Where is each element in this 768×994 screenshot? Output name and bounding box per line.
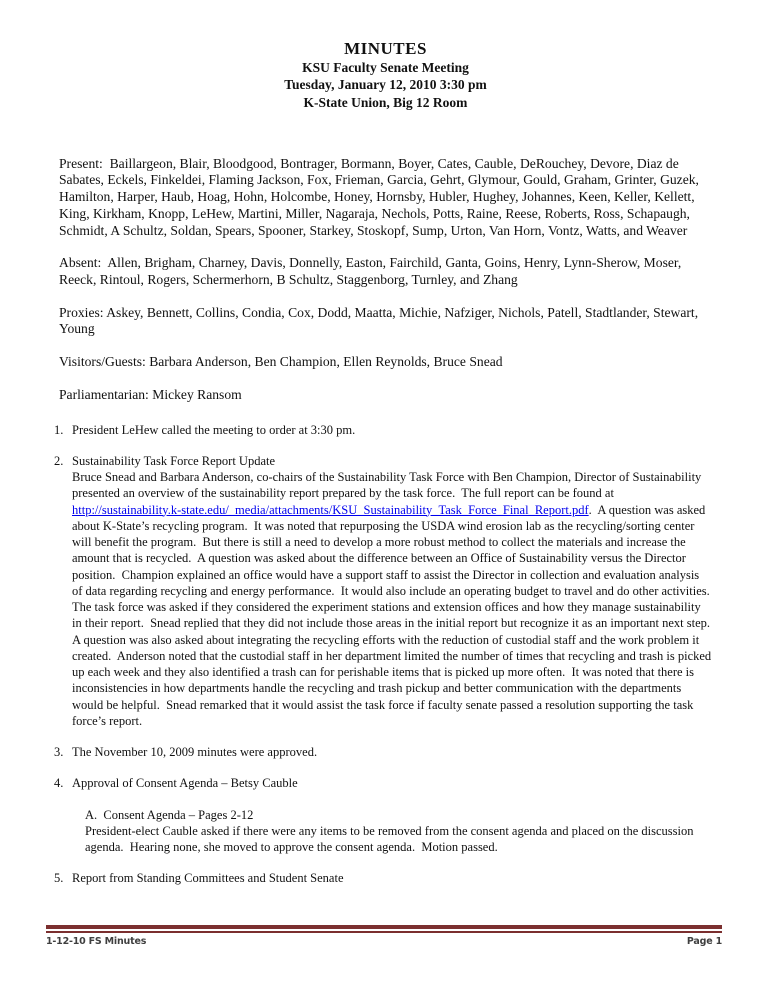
agenda-item-text: Report from Standing Committees and Student Senate [72,871,344,886]
agenda-item-body [72,469,716,729]
agenda-item-text: Approval of Consent Agenda – Betsy Cauble [72,776,298,791]
agenda-item-number: 5. [54,871,64,886]
agenda-item-number: 3. [54,745,64,760]
footer-doc-label: 1-12-10 FS Minutes [46,936,147,947]
body-text-before-link: Bruce Snead and Barbara Anderson, co-chairs of the Sustainability Task Force with Ben Champion, Director of Sustainability presented an overview of the sustainability report prepared by the task force. The full report can be found at [72,470,705,501]
agenda-list [54,422,716,887]
body-text-after-link: . A question was asked about K-State’s recycling program. It was noted that repurposing the USDA wind erosion lab as the recycling/sorting center will benefit the program. But there is still a need to develop a more robust method to collect the materials and increase the amount that is recycled. A question was asked about the difference between an Office of Sustainability versus the Director position. Champion explained an office would have a support staff to assist the Director in collection and evaluation analysis of data regarding recycling and energy performance. It would also include an operating budget to travel and do other activities. The task force was asked if they considered the experiment stations and extension offices and how they manage sustainability in their report. Snead replied that they did not include those areas in the initial report but recognize it as an important next step. A question was also asked about integrating the recycling efforts with the reduction of custodial staff and the work problem it created. Anderson noted that the custodial staff in her department limited the number of times that recycling and trash is picked up each week and they also identified a trash can for perishable items that is picked up more often. It was noted that there is inconsistencies in how departments handle the recycling and trash pickup and better communication with the departments would be helpful. Snead remarked that it would assist the task force if faculty senate passed a resolution supporting the task force’s report. [72,502,716,728]
agenda-item-text: President LeHew called the meeting to order at 3:30 pm. [72,422,356,437]
present-paragraph: Present: Baillargeon, Blair, Bloodgood, Bontrager, Bormann, Boyer, Cates, Cauble, DeRouchey, Devore, Diaz de Sabates, Eckels, Finkeldei, Flaming Jackson, Fox, Frieman, Garcia, Gehrt, Glymour, Gould, Graham, Grinter, Guzek, Hamilton, Harper, Haub, Hoag, Hohn, Holcombe, Honey, Hornsby, Hubler, Hughey, Johannes, Keen, Keller, Kellett, King, Kirkham, Knopp, LeHew, Martini, Miller, Nagaraja, Nechols, Potts, Raine, Reese, Roberts, Ross, Schapaugh, Schmidt, A Schultz, Soldan, Spears, Spooner, Starkey, Stoskopf, Sump, Urton, Van Horn, Vontz, Watts, and Weaver [59,155,703,238]
document-header [59,38,712,111]
agenda-item-1 [54,422,712,438]
page-title: MINUTES [344,39,427,58]
subitem-body: President-elect Cauble asked if there were any items to be removed from the consent agenda and placed on the discussion agenda. Hearing none, she moved to approve the consent agenda. Motion passed. [85,823,697,855]
consent-agenda-subitem [85,807,712,856]
agenda-item-number: 4. [54,776,64,791]
footer-page-number: Page 1 [686,936,722,947]
agenda-item-number: 2. [54,453,64,468]
agenda-item-5 [54,870,712,886]
subitem-heading: A. Consent Agenda – Pages 2-12 [85,807,254,822]
agenda-item-3 [54,744,712,760]
agenda-item-2 [54,453,716,729]
meeting-datetime: Tuesday, January 12, 2010 3:30 pm [284,77,487,93]
meeting-name: KSU Faculty Senate Meeting [302,60,469,76]
agenda-item-number: 1. [54,422,64,437]
visitors-paragraph: Visitors/Guests: Barbara Anderson, Ben Champion, Ellen Reynolds, Bruce Snead [59,354,503,370]
agenda-item-4 [54,775,712,855]
footer-double-rule [46,925,722,933]
page-footer [46,925,722,947]
meeting-location: K-State Union, Big 12 Room [303,94,468,110]
proxies-paragraph: Proxies: Askey, Bennett, Collins, Condia, Cox, Dodd, Maatta, Michie, Nafziger, Nichols, Patell, Stadtlander, Stewart, Young [59,304,702,337]
absent-paragraph: Absent: Allen, Brigham, Charney, Davis, Donnelly, Easton, Fairchild, Ganta, Goins, Henry, Lynn-Sherow, Moser, Reeck, Rintoul, Rogers, Schermerhorn, B Schultz, Staggenborg, Turnley, and Zhang [59,255,685,287]
sustainability-report-link[interactable]: http://sustainability.k-state.edu/_media/attachments/KSU_Sustainability_Task_Force_Final_Report.pdf [72,502,589,517]
agenda-item-title: Sustainability Task Force Report Update [72,453,276,468]
agenda-item-text: The November 10, 2009 minutes were approved. [72,745,318,760]
parliamentarian-paragraph: Parliamentarian: Mickey Ransom [59,386,242,402]
